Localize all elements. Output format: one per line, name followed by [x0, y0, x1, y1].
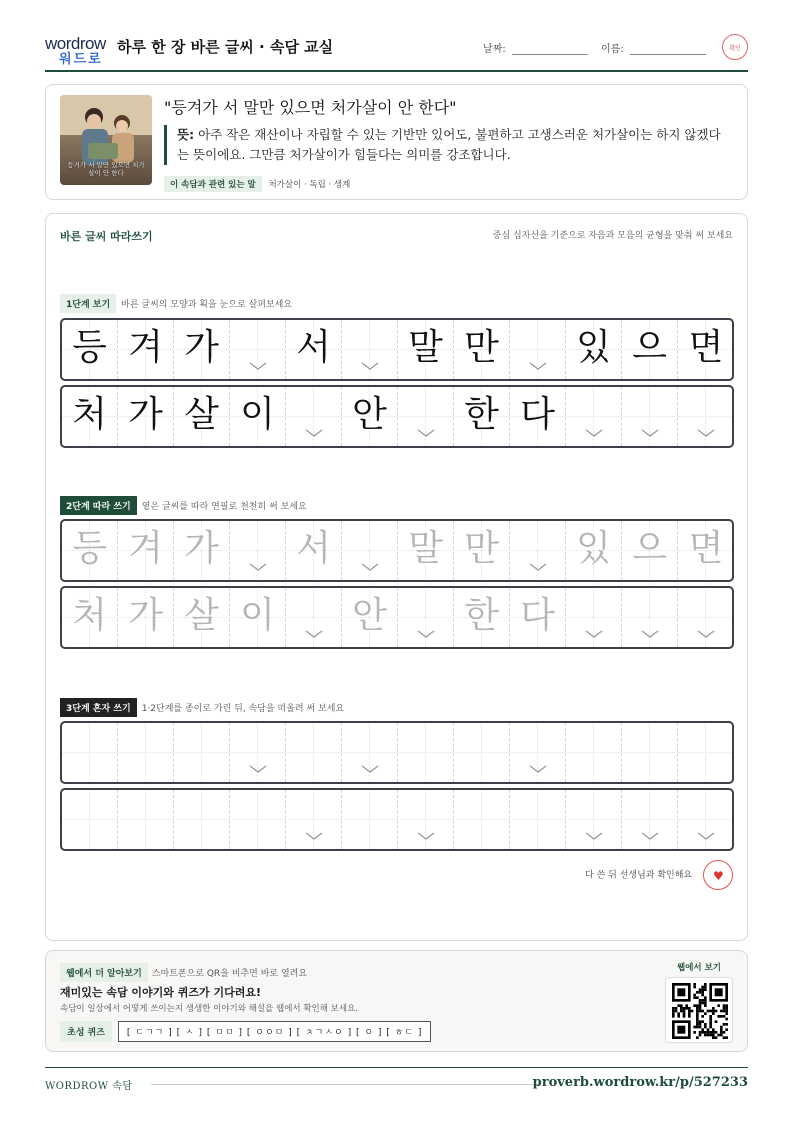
grid-cell[interactable] — [622, 521, 678, 580]
grid-character: 서 — [296, 528, 331, 569]
grid-cell[interactable] — [678, 723, 734, 782]
grid-cell[interactable] — [62, 521, 118, 580]
step1-row-2 — [60, 385, 734, 448]
qr-label: 웹에서 보기 — [676, 963, 721, 973]
web-tag: 웹에서 더 알아보기 — [60, 963, 148, 982]
grid-cell[interactable] — [566, 790, 622, 849]
grid-cell[interactable] — [174, 723, 230, 782]
footer-url[interactable]: proverb.wordrow.kr/p/527233 — [532, 1075, 748, 1090]
step2-desc: 옅은 글씨를 따라 연필로 천천히 써 보세요 — [141, 502, 307, 512]
web-description: 속담이 일상에서 어떻게 쓰이는지 생생한 이야기와 해설을 웹에서 확인해 보세요. — [60, 1004, 358, 1014]
space-mark-icon — [696, 830, 716, 842]
grid-cell — [566, 320, 622, 379]
step3-row-1[interactable] — [60, 721, 734, 784]
grid-cell[interactable] — [510, 790, 566, 849]
page-footer — [45, 1067, 748, 1097]
grid-cell[interactable] — [678, 588, 734, 647]
web-tag-desc: 스마트폰으로 QR을 비추면 바로 열려요 — [151, 969, 308, 979]
logo-subtext: 워드로 — [59, 52, 103, 67]
date-line[interactable] — [512, 45, 588, 55]
grid-character: 다 — [520, 595, 555, 636]
grid-cell[interactable] — [118, 521, 174, 580]
step3-tag: 3단계 혼자 쓰기 — [60, 698, 137, 717]
space-mark-icon — [248, 763, 268, 775]
step1-desc: 바른 글씨의 모양과 획을 눈으로 살펴보세요 — [121, 300, 292, 310]
footer-divider — [151, 1084, 540, 1085]
step3-desc: 1·2단계를 종이로 가린 뒤, 속담을 떠올려 써 보세요 — [141, 704, 345, 714]
grid-character: 가 — [128, 394, 163, 435]
grid-cell — [62, 320, 118, 379]
grid-cell[interactable] — [454, 790, 510, 849]
space-mark-icon — [304, 628, 324, 640]
quiz-tag: 초성 퀴즈 — [60, 1021, 112, 1042]
related-list: 처가살이 · 독립 · 생계 — [268, 180, 351, 190]
grid-character: 으 — [632, 528, 667, 569]
grid-cell[interactable] — [622, 588, 678, 647]
grid-character: 가 — [184, 327, 219, 368]
date-field[interactable] — [483, 40, 588, 55]
grid-character: 말 — [408, 327, 443, 368]
step2-tag: 2단계 따라 쓰기 — [60, 496, 137, 515]
qr-code-icon — [672, 983, 728, 1039]
footer-brand: WORDROW 속담 — [45, 1081, 133, 1092]
space-mark-icon — [584, 830, 604, 842]
grid-cell[interactable] — [398, 521, 454, 580]
heart-seal-icon — [703, 860, 733, 890]
meaning-text: 아주 작은 재산이나 자립할 수 있는 기반만 있어도, 불편하고 고생스러운 처가살이는 하지 않겠다는 뜻이에요. 그만큼 처가살이가 힘들다는 의미를 강조합니다. — [177, 127, 721, 162]
space-mark-icon — [304, 427, 324, 439]
grid-cell — [118, 320, 174, 379]
grid-character: 다 — [520, 394, 555, 435]
grid-cell — [454, 387, 510, 446]
web-tag-row — [60, 963, 307, 982]
grid-cell[interactable] — [454, 723, 510, 782]
space-mark-icon — [528, 561, 548, 573]
grid-cell[interactable] — [62, 723, 118, 782]
grid-cell — [566, 387, 622, 446]
space-mark-icon — [696, 628, 716, 640]
space-mark-icon — [640, 830, 660, 842]
grid-cell[interactable] — [230, 521, 286, 580]
grid-cell[interactable] — [342, 521, 398, 580]
grid-character: 있 — [576, 327, 611, 368]
grid-character: 겨 — [128, 327, 163, 368]
grid-cell[interactable] — [398, 588, 454, 647]
space-mark-icon — [360, 763, 380, 775]
date-label: 날짜: — [483, 44, 506, 55]
grid-character: 한 — [464, 595, 499, 636]
space-mark-icon — [528, 763, 548, 775]
grid-cell[interactable] — [286, 723, 342, 782]
grid-cell[interactable] — [118, 588, 174, 647]
space-mark-icon — [360, 561, 380, 573]
grid-character: 이 — [240, 394, 275, 435]
web-headline: 재미있는 속담 이야기와 퀴즈가 기다려요! — [60, 986, 261, 999]
grid-character: 안 — [352, 595, 387, 636]
space-mark-icon — [528, 360, 548, 372]
step2-row-1[interactable] — [60, 519, 734, 582]
grid-character: 만 — [464, 528, 499, 569]
grid-cell — [622, 320, 678, 379]
logo-text: wordrow — [45, 34, 106, 53]
grid-cell[interactable] — [230, 790, 286, 849]
step1-tag: 1단계 보기 — [60, 294, 116, 313]
illustration-caption: 등겨가 서 말만 있으면 처가살이 안 한다 — [67, 161, 145, 177]
grid-character: 말 — [408, 528, 443, 569]
practice-subtitle: 중심 십자선을 기준으로 자음과 모음의 균형을 맞춰 써 보세요 — [492, 231, 733, 241]
grid-character: 가 — [128, 595, 163, 636]
proverb-meaning — [164, 125, 724, 165]
grid-cell[interactable] — [286, 790, 342, 849]
grid-cell — [342, 320, 398, 379]
grid-cell — [230, 387, 286, 446]
grid-cell[interactable] — [398, 723, 454, 782]
practice-panel — [45, 213, 748, 941]
grid-cell[interactable] — [454, 588, 510, 647]
grid-character: 겨 — [128, 528, 163, 569]
page-header — [45, 30, 748, 72]
wordrow-logo — [45, 34, 109, 66]
step1-header — [60, 294, 292, 313]
grid-character: 등 — [72, 327, 107, 368]
teacher-note: 다 쓴 뒤 선생님과 확인해요 — [585, 870, 693, 881]
grid-cell[interactable] — [118, 790, 174, 849]
grid-cell[interactable] — [566, 521, 622, 580]
grid-cell[interactable] — [566, 723, 622, 782]
grid-cell — [118, 387, 174, 446]
grid-cell — [174, 320, 230, 379]
proverb-text: "등겨가 서 말만 있으면 처가살이 안 한다" — [164, 98, 457, 117]
grid-cell[interactable] — [622, 790, 678, 849]
space-mark-icon — [248, 561, 268, 573]
name-field[interactable] — [601, 40, 706, 55]
space-mark-icon — [416, 830, 436, 842]
name-label: 이름: — [601, 44, 624, 55]
grid-cell — [398, 320, 454, 379]
grid-cell — [286, 387, 342, 446]
grid-character: 이 — [240, 595, 275, 636]
related-words — [164, 176, 350, 192]
grid-cell[interactable] — [342, 588, 398, 647]
grid-cell — [510, 387, 566, 446]
grid-cell[interactable] — [118, 723, 174, 782]
grid-character: 면 — [688, 327, 724, 368]
step2-header — [60, 496, 307, 515]
grid-cell — [342, 387, 398, 446]
grid-cell — [510, 320, 566, 379]
grid-character: 으 — [632, 327, 667, 368]
space-mark-icon — [584, 628, 604, 640]
space-mark-icon — [584, 427, 604, 439]
grid-cell[interactable] — [286, 521, 342, 580]
grid-cell[interactable] — [678, 521, 734, 580]
step2-row-2[interactable] — [60, 586, 734, 649]
grid-cell[interactable] — [678, 790, 734, 849]
grid-character: 등 — [72, 528, 107, 569]
grid-cell[interactable] — [230, 588, 286, 647]
grid-character: 서 — [296, 327, 331, 368]
grid-cell — [678, 387, 734, 446]
grid-cell[interactable] — [286, 588, 342, 647]
grid-cell — [622, 387, 678, 446]
grid-cell[interactable] — [566, 588, 622, 647]
heart-icon: ♥ — [713, 869, 724, 883]
space-mark-icon — [248, 360, 268, 372]
meaning-label: 뜻: — [177, 127, 195, 142]
proverb-illustration — [60, 95, 152, 185]
step3-row-2[interactable] — [60, 788, 734, 851]
grid-cell[interactable] — [510, 588, 566, 647]
check-stamp: 확인 — [722, 34, 748, 60]
grid-cell[interactable] — [62, 790, 118, 849]
step3-header — [60, 698, 344, 717]
proverb-card — [45, 84, 748, 200]
grid-cell — [398, 387, 454, 446]
chosung-quiz — [60, 1021, 431, 1042]
grid-cell[interactable] — [174, 588, 230, 647]
grid-cell — [174, 387, 230, 446]
name-line[interactable] — [630, 45, 706, 55]
page-title: 하루 한 장 바른 글씨 · 속담 교실 — [117, 38, 334, 56]
grid-cell — [62, 387, 118, 446]
grid-cell — [230, 320, 286, 379]
grid-cell — [678, 320, 734, 379]
step1-row-1 — [60, 318, 734, 381]
grid-character: 한 — [464, 394, 499, 435]
grid-cell[interactable] — [510, 521, 566, 580]
space-mark-icon — [304, 830, 324, 842]
grid-cell[interactable] — [230, 723, 286, 782]
web-card — [45, 950, 748, 1052]
grid-character: 안 — [352, 394, 387, 435]
grid-cell — [286, 320, 342, 379]
grid-cell[interactable] — [174, 790, 230, 849]
space-mark-icon — [640, 427, 660, 439]
space-mark-icon — [416, 427, 436, 439]
practice-title: 바른 글씨 따라쓰기 — [60, 230, 153, 243]
grid-character: 살 — [184, 394, 219, 435]
grid-cell[interactable] — [342, 723, 398, 782]
grid-cell — [454, 320, 510, 379]
grid-character: 가 — [184, 528, 219, 569]
teacher-check — [585, 860, 733, 890]
grid-cell[interactable] — [398, 790, 454, 849]
grid-character: 만 — [464, 327, 499, 368]
grid-character: 있 — [576, 528, 611, 569]
grid-character: 면 — [688, 528, 724, 569]
quiz-box: [ ㄷㄱㄱ ] [ ㅅ ] [ ㅁㅁ ] [ ㅇㅇㅁ ] [ ㅊㄱㅅㅇ ] [ ㅇ ] [ ㅎㄷ ] — [118, 1021, 431, 1042]
space-mark-icon — [640, 628, 660, 640]
grid-cell[interactable] — [454, 521, 510, 580]
space-mark-icon — [416, 628, 436, 640]
grid-cell[interactable] — [622, 723, 678, 782]
grid-character: 처 — [72, 394, 107, 435]
grid-cell[interactable] — [510, 723, 566, 782]
grid-cell[interactable] — [174, 521, 230, 580]
qr-code[interactable] — [665, 977, 733, 1043]
space-mark-icon — [360, 360, 380, 372]
grid-cell[interactable] — [342, 790, 398, 849]
related-label: 이 속담과 관련 있는 말 — [164, 176, 262, 192]
space-mark-icon — [696, 427, 716, 439]
grid-character: 살 — [184, 595, 219, 636]
grid-cell[interactable] — [62, 588, 118, 647]
grid-character: 처 — [72, 595, 107, 636]
